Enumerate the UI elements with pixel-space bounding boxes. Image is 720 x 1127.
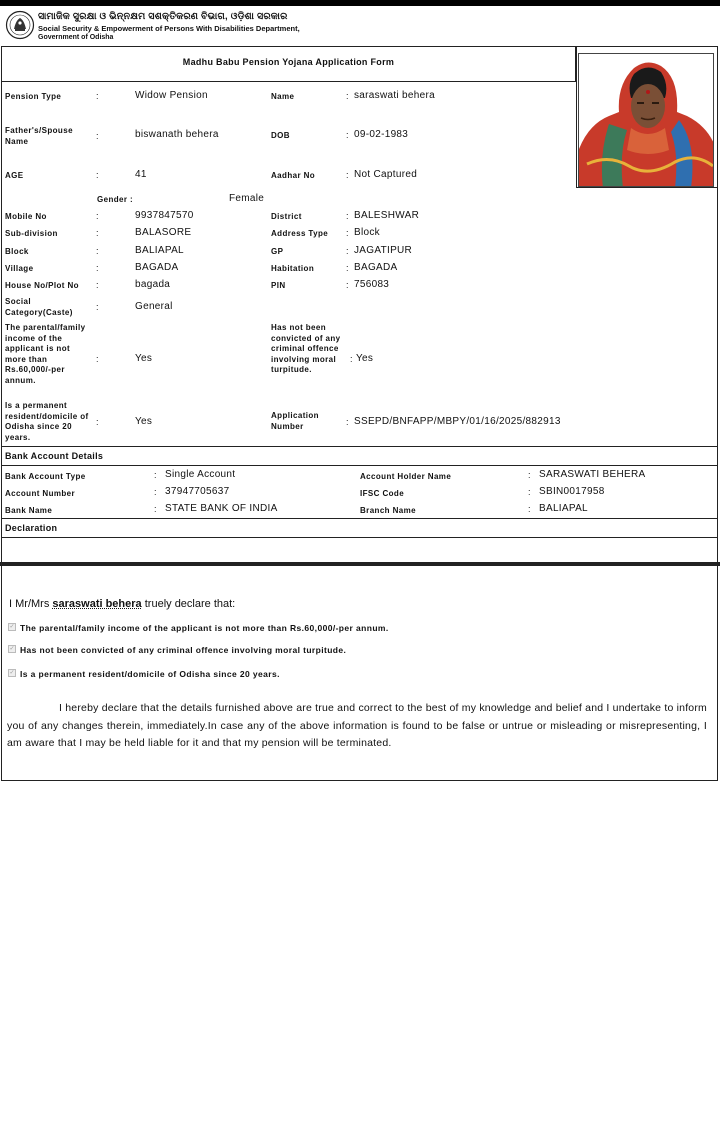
village-value: BAGADA — [135, 262, 179, 273]
block-value: BALIAPAL — [135, 245, 184, 256]
separator: : — [96, 263, 99, 273]
account-holder-value: SARASWATI BEHERA — [539, 469, 646, 480]
separator: : — [528, 487, 531, 497]
mobile-label: Mobile No — [5, 212, 47, 221]
government-name: Government of Odisha — [38, 34, 114, 41]
habitation-label: Habitation — [271, 264, 315, 273]
separator: : — [350, 354, 353, 364]
separator: : — [96, 170, 99, 180]
account-number-label: Account Number — [5, 489, 76, 498]
separator: : — [96, 228, 99, 238]
separator: : — [96, 211, 99, 221]
pin-label: PIN — [271, 281, 286, 290]
aadhar-value: Not Captured — [354, 169, 418, 180]
not-convicted-label: Has not been convicted of any criminal offence involving moral turpitude. — [271, 323, 341, 374]
separator: : — [346, 130, 349, 140]
aadhar-label: Aadhar No — [271, 171, 316, 180]
gp-value: JAGATIPUR — [354, 245, 413, 256]
declaration-paragraph: I hereby declare that the details furnished above are true and correct to the best of my knowledge and belief and I undertake to inform you of any changes therein, immediately.In case any of the above information is found to be false or untrue or misleading or misrepresenting, I am aware that I may be held liable for it and that my pension will be terminated. — [7, 702, 707, 749]
house-no-label: House No/Plot No — [5, 281, 79, 290]
permanent-resident-label: Is a permanent resident/domicile of Odisha since 20 years. — [5, 401, 89, 442]
separator: : — [154, 504, 157, 514]
declaration-item-2: Has not been convicted of any criminal offence involving moral turpitude. — [20, 645, 347, 655]
separator: : — [346, 170, 349, 180]
declaration-item-3: Is a permanent resident/domicile of Odisha since 20 years. — [20, 669, 280, 679]
social-category-value: General — [135, 301, 173, 312]
declaration-checkbox-3[interactable]: ✓ — [9, 670, 15, 676]
address-type-value: Block — [354, 227, 380, 238]
declaration-checkbox-2[interactable]: ✓ — [9, 646, 15, 652]
separator: : — [346, 246, 349, 256]
separator: : — [346, 91, 349, 101]
applicant-photo — [578, 53, 714, 187]
village-label: Village — [5, 264, 34, 273]
application-number-label: Application Number — [271, 411, 319, 431]
declaration-spacer-row — [1, 538, 718, 565]
top-bar — [0, 0, 720, 6]
gender-label: Gender : — [97, 195, 134, 204]
bank-account-type-value: Single Account — [165, 469, 236, 480]
ifsc-label: IFSC Code — [360, 489, 405, 498]
applicant-photo-image — [579, 54, 714, 187]
separator: : — [528, 504, 531, 514]
not-convicted-value: Yes — [356, 353, 374, 364]
declaration-intro-suffix: truely declare that: — [144, 598, 236, 610]
gp-label: GP — [271, 247, 284, 256]
separator: : — [96, 302, 99, 312]
declaration-checkbox-1[interactable]: ✓ — [9, 624, 15, 630]
pension-type-value: Widow Pension — [135, 90, 208, 101]
form-title: Madhu Babu Pension Yojana Application Form — [182, 57, 395, 67]
mobile-value: 9937847570 — [135, 210, 194, 221]
odia-department-title: ସାମାଜିକ ସୁରକ୍ଷା ଓ ଭିନ୍ନକ୍ଷମ ସଶକ୍ତିକରଣ ବିଭାଗ, ଓଡ଼ିଶା ସରକାର — [38, 11, 288, 22]
dob-label: DOB — [271, 131, 290, 140]
bank-section-title: Bank Account Details — [5, 451, 104, 461]
income-limit-value: Yes — [135, 353, 153, 364]
declaration-section-title: Declaration — [5, 523, 58, 533]
district-value: BALESHWAR — [354, 210, 420, 221]
permanent-resident-value: Yes — [135, 416, 153, 427]
pin-value: 756083 — [354, 279, 390, 290]
name-value: saraswati behera — [354, 90, 435, 101]
account-number-value: 37947705637 — [165, 486, 230, 497]
dob-value: 09-02-1983 — [354, 129, 409, 140]
father-spouse-value: biswanath behera — [135, 129, 219, 140]
social-category-label: Social Category(Caste) — [5, 297, 73, 317]
separator: : — [154, 470, 157, 480]
address-type-label: Address Type — [271, 229, 329, 238]
district-label: District — [271, 212, 302, 221]
separator: : — [346, 280, 349, 290]
separator: : — [96, 417, 99, 427]
bank-account-type-label: Bank Account Type — [5, 472, 86, 481]
pension-type-label: Pension Type — [5, 92, 62, 101]
separator: : — [346, 263, 349, 273]
declaration-applicant-name: saraswati behera — [52, 598, 142, 610]
department-header — [5, 8, 405, 46]
bank-section-header — [1, 446, 718, 466]
declaration-item-1: The parental/family income of the applicant is not more than Rs.60,000/-per annum. — [20, 623, 389, 633]
separator: : — [528, 470, 531, 480]
separator: : — [96, 131, 99, 141]
gender-value: Female — [229, 193, 265, 204]
name-label: Name — [271, 92, 295, 101]
declaration-intro — [9, 598, 235, 610]
separator: : — [96, 354, 99, 364]
subdivision-value: BALASORE — [135, 227, 192, 238]
age-label: AGE — [5, 171, 24, 180]
separator: : — [154, 487, 157, 497]
separator: : — [96, 280, 99, 290]
habitation-value: BAGADA — [354, 262, 398, 273]
department-name: Social Security & Empowerment of Persons With Disabilities Department, — [38, 24, 300, 33]
declaration-intro-prefix: I Mr/Mrs — [9, 598, 50, 610]
ifsc-value: SBIN0017958 — [539, 486, 605, 497]
odisha-emblem-icon — [5, 10, 35, 40]
block-label: Block — [5, 247, 29, 256]
separator: : — [346, 211, 349, 221]
house-no-value: bagada — [135, 279, 171, 290]
account-holder-label: Account Holder Name — [360, 472, 452, 481]
bank-name-label: Bank Name — [5, 506, 53, 515]
separator: : — [346, 417, 349, 427]
age-value: 41 — [135, 169, 147, 180]
application-number-value: SSEPD/BNFAPP/MBPY/01/16/2025/882913 — [354, 416, 561, 427]
separator: : — [96, 246, 99, 256]
branch-name-value: BALIAPAL — [539, 503, 588, 514]
separator: : — [96, 91, 99, 101]
father-spouse-label: Father's/Spouse Name — [5, 126, 73, 146]
separator: : — [346, 228, 349, 238]
branch-name-label: Branch Name — [360, 506, 416, 515]
declaration-section-header — [1, 518, 718, 538]
income-limit-label: The parental/family income of the applicant is not more than Rs.60,000/-per annum. — [5, 323, 86, 385]
bank-name-value: STATE BANK OF INDIA — [165, 503, 278, 514]
subdivision-label: Sub-division — [5, 229, 58, 238]
